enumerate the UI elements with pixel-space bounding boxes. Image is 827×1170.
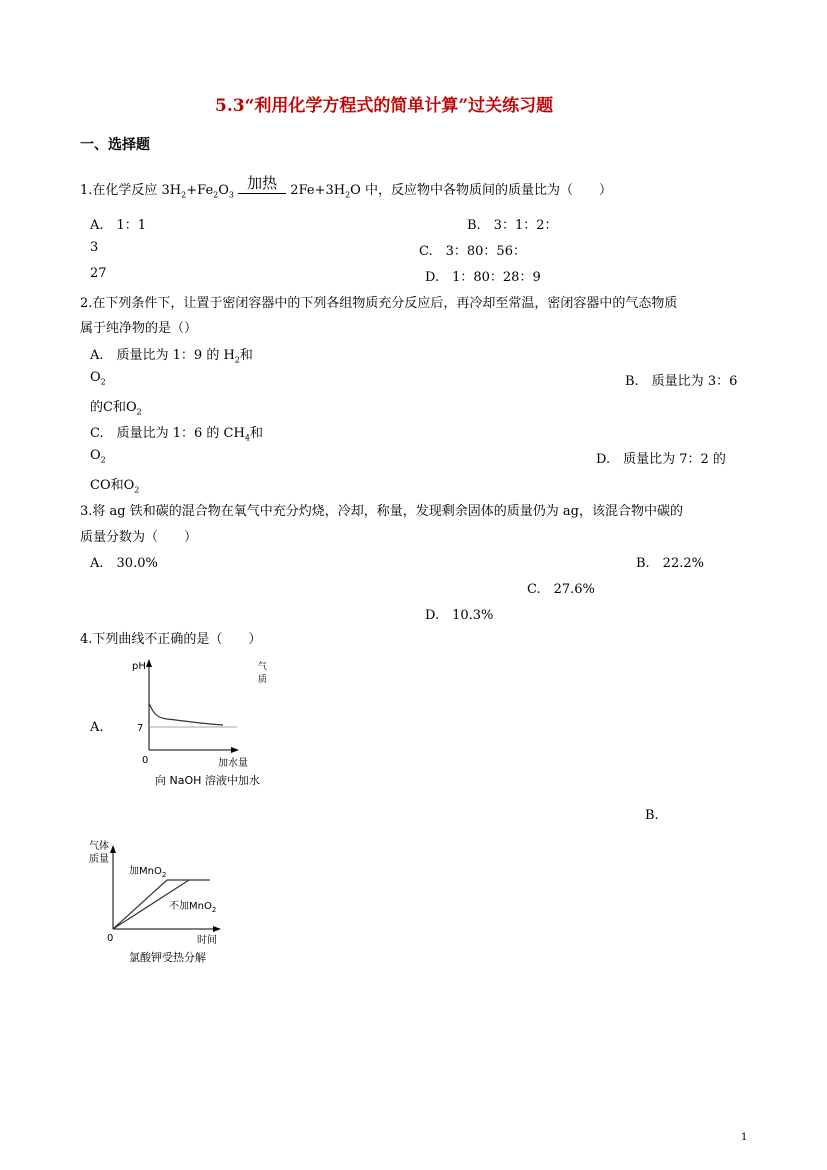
question-1: 1.在化学反应 $3H_2+Fe_2O_3$ 加热 $2Fe+3H_2O$ 中，反应物中各物质间的质量比为（ ） bbox=[80, 174, 612, 200]
q2-option-a[interactable]: A. 质量比为 1：9 的 $H_2$和 bbox=[90, 348, 253, 365]
fig-a-xlabel: 加水量 bbox=[218, 758, 248, 769]
fig-a-cutoff-1: 气 bbox=[258, 662, 268, 672]
q2-option-d-cont: CO和$O_2$ bbox=[90, 478, 140, 495]
fig-a-caption: 向 NaOH 溶液中加水 bbox=[155, 774, 260, 787]
figure-a-ph-curve bbox=[125, 655, 275, 795]
fig-b-ylabel-2: 质量 bbox=[89, 854, 109, 865]
q1-option-d[interactable]: D. 1：80：28：9 bbox=[425, 270, 541, 285]
reaction-condition: 加热 bbox=[238, 172, 286, 194]
q2-option-b[interactable]: B. 质量比为 3：6 bbox=[625, 374, 738, 389]
fig-b-line2-label: 不加MnO$_2$ bbox=[169, 901, 217, 914]
q1-option-b[interactable]: B. 3：1：2： bbox=[467, 218, 558, 233]
q3-option-a[interactable]: A. 30.0% bbox=[90, 556, 158, 571]
fig-a-ylabel: pH bbox=[132, 661, 146, 672]
fig-b-caption: 氯酸钾受热分解 bbox=[129, 951, 206, 964]
q2-option-a-cont: $O_2$ bbox=[90, 370, 106, 387]
q2-option-d[interactable]: D. 质量比为 7：2 的 bbox=[596, 452, 726, 467]
q4-option-a[interactable]: A. bbox=[90, 720, 104, 735]
q1-option-c[interactable]: C. 3：80：56： bbox=[419, 244, 526, 259]
q1-option-a[interactable]: A. 1：1 bbox=[90, 218, 147, 233]
fig-a-y7: 7 bbox=[137, 723, 144, 734]
q2-line1: 2.在下列条件下，让置于密闭容器中的下列各组物质充分反应后，再冷却至常温，密闭容器中的气态物质 bbox=[80, 296, 678, 311]
fig-b-xlabel: 时间 bbox=[197, 935, 217, 946]
page-number: 1 bbox=[741, 1132, 748, 1143]
q3-option-b[interactable]: B. 22.2% bbox=[636, 556, 704, 571]
q3-line1: 3.将 ag 铁和碳的混合物在氧气中充分灼烧，冷却，称量，发现剩余固体的质量仍为 ag，该混合物中碳的 bbox=[80, 504, 683, 519]
page-title: 5.3“利用化学方程式的简单计算”过关练习题 bbox=[215, 96, 554, 116]
q1-prefix: 1.在化学反应 3H bbox=[80, 183, 182, 198]
q4-option-b[interactable]: B. bbox=[645, 808, 659, 823]
q4-line1: 4.下列曲线不正确的是（ ） bbox=[80, 632, 262, 647]
q3-option-d[interactable]: D. 10.3% bbox=[425, 608, 494, 623]
fig-a-origin: 0 bbox=[142, 755, 149, 766]
q3-option-c[interactable]: C. 27.6% bbox=[527, 582, 595, 597]
fig-b-line1-label: 加MnO$_2$ bbox=[129, 866, 167, 879]
fig-a-cutoff-2: 质 bbox=[258, 675, 268, 685]
q3-line2: 质量分数为（ ） bbox=[80, 530, 198, 545]
q1-option-c-cont: 27 bbox=[90, 266, 107, 281]
q2-line2: 属于纯净物的是（） bbox=[80, 321, 198, 336]
q2-option-c-cont: $O_2$ bbox=[90, 448, 106, 465]
fig-b-origin: 0 bbox=[107, 933, 114, 944]
section-heading: 一、选择题 bbox=[80, 137, 150, 153]
q2-option-c[interactable]: C. 质量比为 1：6 的 $CH_4$和 bbox=[90, 426, 263, 443]
q1-option-b-cont: 3 bbox=[90, 240, 99, 255]
q2-option-b-cont: 的C和$O_2$ bbox=[90, 400, 142, 417]
fig-b-ylabel-1: 气体 bbox=[89, 841, 109, 852]
figure-b-gas-mass-curve bbox=[85, 835, 235, 970]
